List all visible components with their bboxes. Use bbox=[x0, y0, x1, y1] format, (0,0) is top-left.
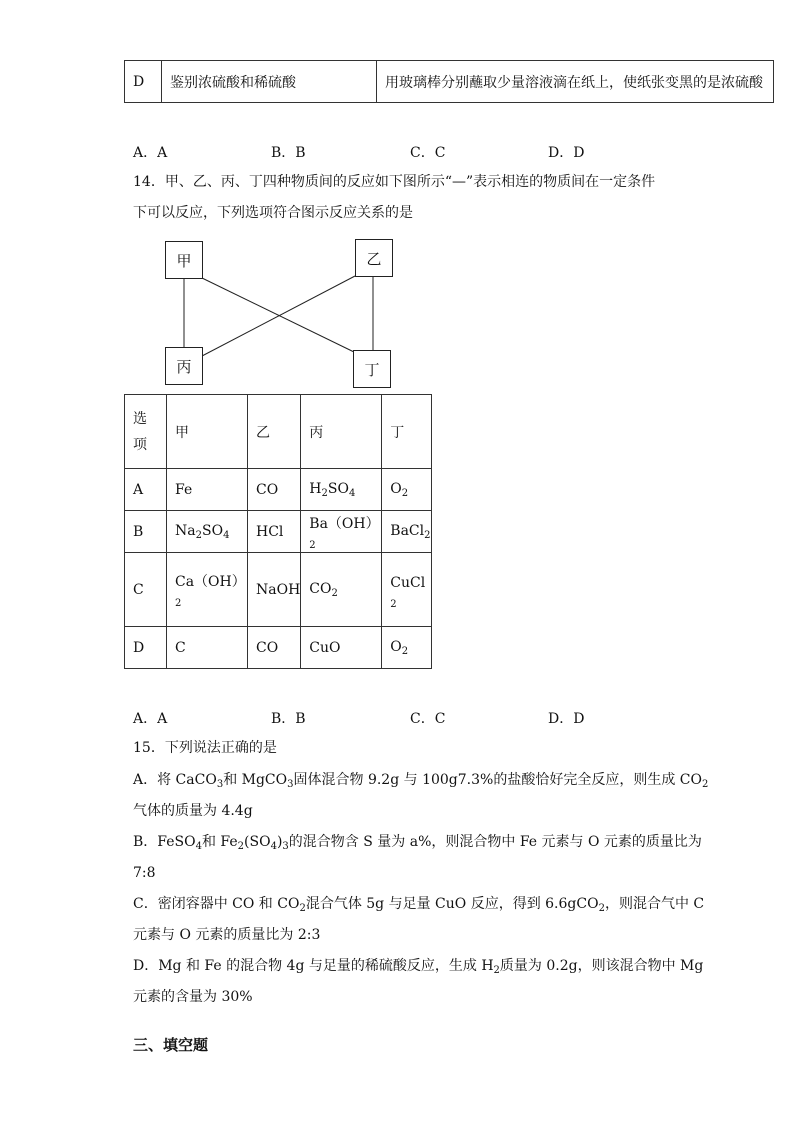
header-option-char2: 项 bbox=[133, 436, 147, 453]
formula-subscript: 3 bbox=[216, 779, 224, 790]
choice-c-line1 bbox=[133, 894, 704, 919]
question-14-line1: 14．甲、乙、丙、丁四种物质间的反应如下图所示“—”表示相连的物质间在一定条件 bbox=[133, 174, 656, 190]
option-d: D．D bbox=[548, 145, 585, 161]
option-a: A．A bbox=[133, 711, 168, 727]
option-b: B．B bbox=[271, 711, 306, 727]
question-15-stem: 15．下列说法正确的是 bbox=[133, 740, 277, 756]
formula-part: Ba（OH） bbox=[309, 515, 380, 532]
formula-subscript: 2 bbox=[195, 529, 202, 541]
choice-c-line2: 元素与 O 元素的质量比为 2:3 bbox=[133, 927, 321, 943]
node-ding: 丁 bbox=[353, 350, 391, 388]
cell-yi: HCl bbox=[248, 511, 301, 553]
cell-jia: C bbox=[167, 627, 248, 669]
cell-ding bbox=[382, 627, 432, 669]
cell-jia bbox=[167, 553, 248, 627]
cell-yi: CO bbox=[248, 469, 301, 511]
formula-part: H bbox=[309, 480, 322, 497]
formula-subscript: 2 bbox=[598, 903, 605, 914]
cell-yi: NaOH bbox=[248, 553, 301, 627]
formula-subscript: 2 bbox=[401, 645, 409, 657]
text-part: ) bbox=[276, 834, 283, 850]
formula-subscript: 2 bbox=[424, 529, 431, 541]
choice-b-line2: 7:8 bbox=[133, 865, 156, 881]
text-part: A．将 CaCO bbox=[133, 772, 217, 788]
row-method: 用玻璃棒分别蘸取少量溶液滴在纸上，使纸张变黑的是浓硫酸 bbox=[377, 61, 774, 103]
text-part: C．密闭容器中 CO 和 CO bbox=[133, 896, 300, 912]
option-a: A．A bbox=[133, 145, 168, 161]
formula-part: CuCl bbox=[390, 574, 426, 591]
header-bing: 丙 bbox=[301, 395, 382, 469]
formula-subscript: 3 bbox=[287, 779, 294, 790]
formula-subscript: 2 bbox=[390, 598, 397, 610]
choice-b-line1 bbox=[133, 832, 702, 857]
cell-bing bbox=[301, 511, 382, 553]
table-row bbox=[125, 627, 432, 669]
option-c: C．C bbox=[410, 711, 446, 727]
text-part: 和 MgCO bbox=[223, 772, 288, 788]
formula-subscript: 2 bbox=[237, 841, 245, 852]
cell-jia bbox=[167, 511, 248, 553]
formula-subscript: 2 bbox=[175, 597, 182, 609]
formula-subscript: 2 bbox=[493, 965, 500, 976]
formula-part: O bbox=[390, 480, 402, 497]
row-label: C bbox=[125, 553, 167, 627]
table-row bbox=[125, 469, 432, 511]
formula-part: Na bbox=[175, 522, 196, 539]
choice-a-line1 bbox=[133, 770, 708, 795]
formula-subscript: 2 bbox=[331, 587, 338, 599]
choice-a-line2: 气体的质量为 4.4g bbox=[133, 803, 253, 819]
cell-bing: CuO bbox=[301, 627, 382, 669]
text-part: D．Mg 和 Fe 的混合物 4g 与足量的稀硫酸反应，生成 H bbox=[133, 958, 494, 974]
choice-d-line2: 元素的含量为 30% bbox=[133, 989, 253, 1005]
formula-part: SO bbox=[327, 480, 349, 497]
formula-subscript: 2 bbox=[401, 487, 409, 499]
cell-ding bbox=[382, 553, 432, 627]
text-part: 质量为 0.2g，则该混合物中 Mg bbox=[499, 958, 704, 974]
cell-yi: CO bbox=[248, 627, 301, 669]
section-title: 三、填空题 bbox=[133, 1036, 209, 1054]
reaction-diagram-lines bbox=[0, 0, 794, 400]
header-jia: 甲 bbox=[167, 395, 248, 469]
row-label: A bbox=[125, 469, 167, 511]
formula-subscript: 4 bbox=[270, 841, 277, 852]
question-14-line2: 下可以反应，下列选项符合图示反应关系的是 bbox=[133, 205, 413, 221]
header-option bbox=[125, 395, 167, 469]
row-purpose: 鉴别浓硫酸和稀硫酸 bbox=[162, 61, 377, 103]
choice-d-line1 bbox=[133, 956, 703, 981]
options-table bbox=[124, 394, 432, 669]
cell-bing bbox=[301, 553, 382, 627]
formula-subscript: 2 bbox=[321, 487, 328, 499]
formula-subscript: 4 bbox=[348, 487, 356, 499]
option-c: C．C bbox=[410, 145, 446, 161]
formula-subscript: 4 bbox=[195, 841, 202, 852]
header-yi: 乙 bbox=[248, 395, 301, 469]
text-part: B．FeSO bbox=[133, 834, 196, 850]
option-d: D．D bbox=[548, 711, 585, 727]
row-label: D bbox=[125, 61, 162, 103]
formula-subscript: 2 bbox=[299, 903, 306, 914]
header-ding: 丁 bbox=[382, 395, 432, 469]
formula-part: O bbox=[390, 638, 402, 655]
text-part: 的混合物含 S 量为 a%，则混合物中 Fe 元素与 O 元素的质量比为 bbox=[288, 834, 702, 850]
text-part: (SO bbox=[244, 834, 271, 850]
formula-part: CO bbox=[309, 580, 332, 597]
cell-ding bbox=[382, 511, 432, 553]
text-part: 和 Fe bbox=[201, 834, 238, 850]
header-option-char1: 选 bbox=[133, 410, 147, 427]
text-part: 固体混合物 9.2g 与 100g7.3%的盐酸恰好完全反应，则生成 CO bbox=[293, 772, 702, 788]
node-bing: 丙 bbox=[165, 347, 203, 385]
option-b: B．B bbox=[271, 145, 306, 161]
table-header-row bbox=[125, 395, 432, 469]
cell-ding bbox=[382, 469, 432, 511]
row-label: B bbox=[125, 511, 167, 553]
cell-jia: Fe bbox=[167, 469, 248, 511]
node-jia: 甲 bbox=[165, 241, 203, 279]
text-part: 混合气体 5g 与足量 CuO 反应，得到 6.6gCO bbox=[305, 896, 599, 912]
formula-subscript: 2 bbox=[701, 779, 709, 790]
table-row bbox=[125, 553, 432, 627]
formula-subscript: 2 bbox=[309, 539, 316, 551]
text-part: ，则混合气中 C bbox=[604, 896, 705, 912]
formula-part: BaCl bbox=[390, 522, 425, 539]
cell-bing bbox=[301, 469, 382, 511]
formula-subscript: 3 bbox=[282, 841, 289, 852]
formula-part: Ca（OH） bbox=[175, 573, 246, 590]
node-yi: 乙 bbox=[355, 239, 393, 277]
row-label: D bbox=[125, 627, 167, 669]
formula-subscript: 4 bbox=[223, 529, 230, 541]
table-row bbox=[125, 511, 432, 553]
formula-part: SO bbox=[201, 522, 224, 539]
